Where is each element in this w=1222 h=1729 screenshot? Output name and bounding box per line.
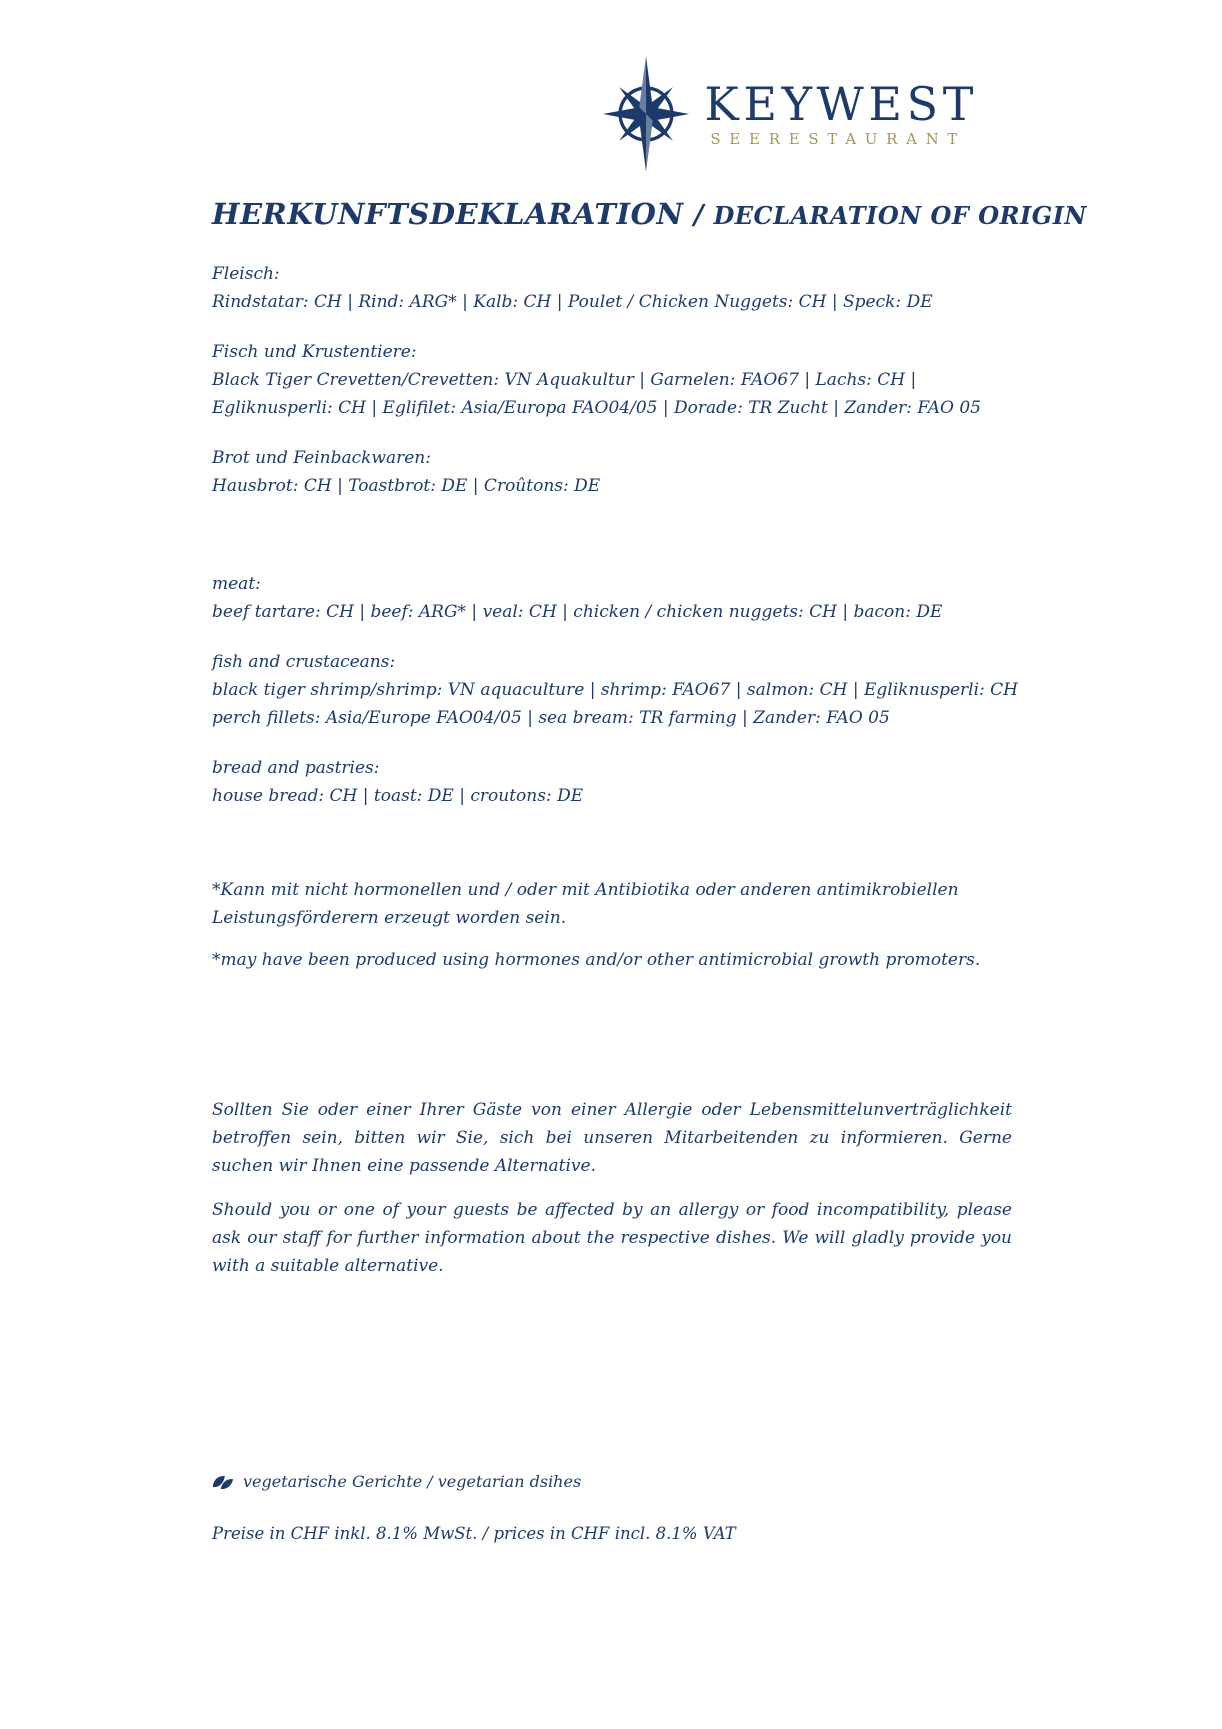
allergy-notice-english: Should you or one of your guests be affected by an allergy or food incompatibility, please ask our staff for further information about the respective dishes. We will gladly provide you with a suitable alternative. [212, 1200, 1012, 1276]
origin-section [212, 648, 1022, 732]
brand-subtitle: SEERESTAURANT [710, 130, 967, 148]
hormone-note-english: *may have been produced using hormones and/or other antimicrobial growth promoters. [212, 950, 981, 970]
origin-section [212, 570, 1022, 626]
allergy-notice [212, 1096, 1022, 1280]
hormone-note-german: *Kann mit nicht hormonellen und / oder mit Antibiotika oder anderen antimikrobiellen Leistungsförderern erzeugt worden sein. [212, 880, 959, 928]
logo-text [704, 77, 978, 148]
leaf-icon [212, 1474, 234, 1491]
document-content [212, 197, 1087, 1548]
origin-sections-german [212, 260, 1022, 500]
section-lines [212, 472, 1022, 500]
section-line: Egliknusperli: CH | Eglifilet: Asia/Europa FAO04/05 | Dorade: TR Zucht | Zander: FAO 05 [212, 398, 982, 418]
section-heading: bread and pastries: [212, 758, 380, 778]
section-heading: Fleisch: [212, 264, 280, 284]
section-line: Hausbrot: CH | Toastbrot: DE | Croûtons: DE [212, 476, 601, 496]
brand-name: KEYWEST [704, 77, 978, 131]
section-line: Rindstatar: CH | Rind: ARG* | Kalb: CH | Poulet / Chicken Nuggets: CH | Speck: DE [212, 292, 933, 312]
section-lines [212, 288, 1022, 316]
section-line: perch fillets: Asia/Europe FAO04/05 | sea bream: TR farming | Zander: FAO 05 [212, 708, 890, 728]
section-lines [212, 598, 1022, 626]
origin-section [212, 338, 1022, 422]
section-line: black tiger shrimp/shrimp: VN aquaculture | shrimp: FAO67 | salmon: CH | Egliknusperli: CH [212, 680, 1018, 700]
restaurant-logo [598, 56, 978, 172]
section-line: Black Tiger Crevetten/Crevetten: VN Aquakultur | Garnelen: FAO67 | Lachs: CH | [212, 370, 917, 390]
section-line: beef tartare: CH | beef: ARG* | veal: CH | chicken / chicken nuggets: CH | bacon: DE [212, 602, 943, 622]
compass-rose-icon [598, 56, 694, 172]
section-heading: Brot und Feinbackwaren: [212, 448, 431, 468]
allergy-notice-german: Sollten Sie oder einer Ihrer Gäste von einer Allergie oder Lebensmittelunverträglichkeit betroffen sein, bitten wir Sie, sich bei unseren Mitarbeitenden zu informieren. Gerne suchen wir Ihnen eine passende Alternative. [212, 1100, 1012, 1176]
origin-section [212, 754, 1022, 810]
vegetarian-legend-label: vegetarische Gerichte / vegetarian dsihes [243, 1472, 582, 1491]
section-lines [212, 676, 1022, 732]
page-title-separator: / [693, 200, 704, 231]
origin-section [212, 444, 1022, 500]
page-title-german: HERKUNFTSDEKLARATION [212, 197, 684, 231]
page-title-english: DECLARATION OF ORIGIN [713, 201, 1087, 230]
vegetarian-legend [212, 1468, 1022, 1496]
section-lines [212, 366, 1022, 422]
section-heading: meat: [212, 574, 261, 594]
page-footer [212, 1468, 1022, 1548]
origin-section [212, 260, 1022, 316]
origin-sections-english [212, 570, 1022, 810]
hormone-notes [212, 876, 1022, 974]
page-title [212, 197, 1087, 231]
price-vat-note: Preise in CHF inkl. 8.1% MwSt. / prices in CHF incl. 8.1% VAT [212, 1524, 736, 1543]
section-heading: fish and crustaceans: [212, 652, 396, 672]
section-line: house bread: CH | toast: DE | croutons: DE [212, 786, 584, 806]
section-lines [212, 782, 1022, 810]
section-heading: Fisch und Krustentiere: [212, 342, 417, 362]
